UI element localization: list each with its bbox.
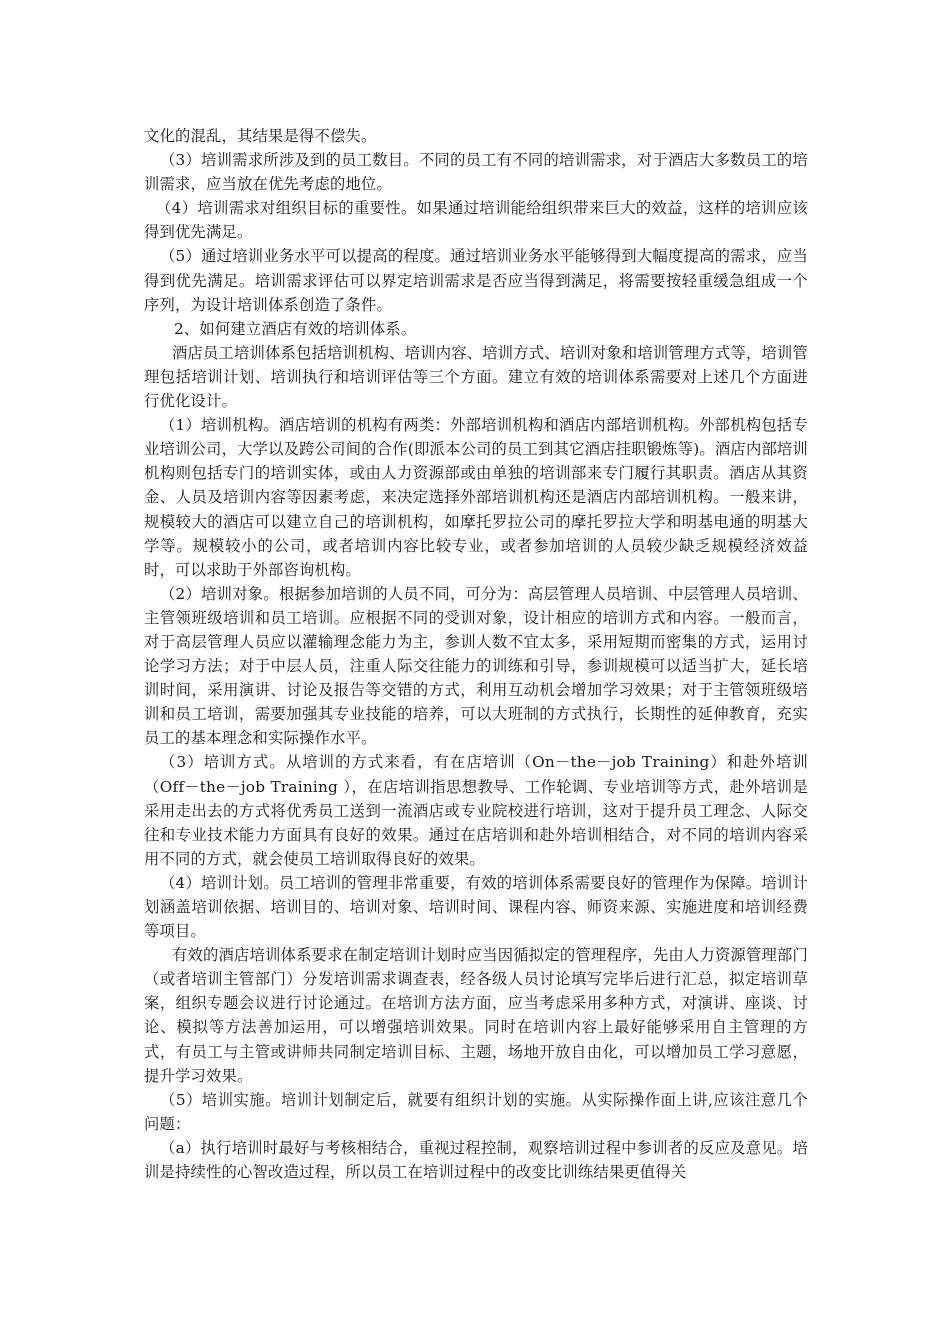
paragraph-3: （4）培训需求对组织目标的重要性。如果通过培训能给组织带来巨大的效益，这样的培训应该得到优先满足。 — [144, 199, 808, 242]
paragraph-7: （1）培训机构。酒店培训的机构有两类：外部培训机构和酒店内部培训机构。外部机构包括专业培训公司，大学以及跨公司间的合作(即派本公司的员工到其它酒店挂职锻炼等)。酒店内部培训机构则包括专门的培训实体，或由人力资源部或由单独的培训部来专门履行其职责。酒店从其资金、人员及培训内容等因素考虑，来决定选择外部培训机构还是酒店内部培训机构。一般来讲，规模较大的酒店可以建立自己的培训机构，如摩托罗拉公司的摩托罗拉大学和明基电通的明基大学等。规模较小的公司，或者培训内容比较专业，或者参加培训的人员较少缺乏规模经济效益时，可以求助于外部咨询机构。 — [144, 416, 808, 579]
paragraph-4: （5）通过培训业务水平可以提高的程度。通过培训业务水平能够得到大幅度提高的需求，应当得到优先满足。培训需求评估可以界定培训需求是否应当得到满足，将需要按轻重缓急组成一个序列，为设计培训体系创造了条件。 — [144, 247, 808, 314]
paragraph-2: （3）培训需求所涉及到的员工数目。不同的员工有不同的培训需求，对于酒店大多数员工的培训需求，应当放在优先考虑的地位。 — [144, 151, 808, 194]
paragraph-12: （5）培训实施。培训计划制定后，就要有组织计划的实施。从实际操作面上讲,应该注意几个问题： — [144, 1090, 808, 1133]
document-page — [144, 124, 808, 1184]
paragraph-1: 文化的混乱，其结果是得不偿失。 — [144, 127, 377, 145]
paragraph-10: （4）培训计划。员工培训的管理非常重要，有效的培训体系需要良好的管理作为保障。培训计划涵盖培训依据、培训目的、培训对象、培训时间、课程内容、师资来源、实施进度和培训经费等项目。 — [144, 873, 808, 941]
paragraph-6: 酒店员工培训体系包括培训机构、培训内容、培训方式、培训对象和培训管理方式等，培训管理包括培训计划、培训执行和培训评估等三个方面。建立有效的培训体系需要对上述几个方面进行优化设计。 — [144, 343, 808, 411]
paragraph-9: （3）培训方式。从培训的方式来看，有在店培训（On－the－job Training）和赴外培训（Off－the－job Training ），在店培训指思想教导、工作轮调、专业培训等方式，赴外培训是采用走出去的方式将优秀员工送到一流酒店或专业院校进行培训，这对于提升员工理念、人际交往和专业技术能力方面具有良好的效果。通过在店培训和赴外培训相结合，对不同的培训内容采用不同的方式，就会使员工培训取得良好的效果。 — [144, 753, 808, 868]
paragraph-11: 有效的酒店培训体系要求在制定培训计划时应当因循拟定的管理程序，先由人力资源管理部门（或者培训主管部门）分发培训需求调查表，经各级人员讨论填写完毕后进行汇总，拟定培训草案，组织专题会议进行讨论通过。在培训方法方面，应当考虑采用多种方式，对演讲、座谈、讨论、模拟等方法善加运用，可以增强培训效果。同时在培训内容上最好能够采用自主管理的方式，有员工与主管或讲师共同制定培训目标、主题，场地开放自由化，可以增加员工学习意愿，提升学习效果。 — [144, 946, 808, 1085]
paragraph-13: （a）执行培训时最好与考核相结合，重视过程控制，观察培训过程中参训者的反应及意见。培训是持续性的心智改造过程，所以员工在培训过程中的改变比训练结果更值得关 — [144, 1138, 808, 1182]
paragraph-8: （2）培训对象。根据参加培训的人员不同，可分为：高层管理人员培训、中层管理人员培训、主管领班级培训和员工培训。应根据不同的受训对象，设计相应的培训方式和内容。一般而言，对于高层管理人员应以灌输理念能力为主，参训人数不宜太多，采用短期而密集的方式，运用讨论学习方法；对于中层人员，注重人际交往能力的训练和引导，参训规模可以适当扩大，延长培训时间，采用演讲、讨论及报告等交错的方式，利用互动机会增加学习效果；对于主管领班级培训和员工培训，需要加强其专业技能的培养，可以大班制的方式执行，长期性的延伸教育，充实员工的基本理念和实际操作水平。 — [144, 584, 808, 748]
section-heading: 2、如何建立酒店有效的培训体系。 — [174, 319, 417, 338]
